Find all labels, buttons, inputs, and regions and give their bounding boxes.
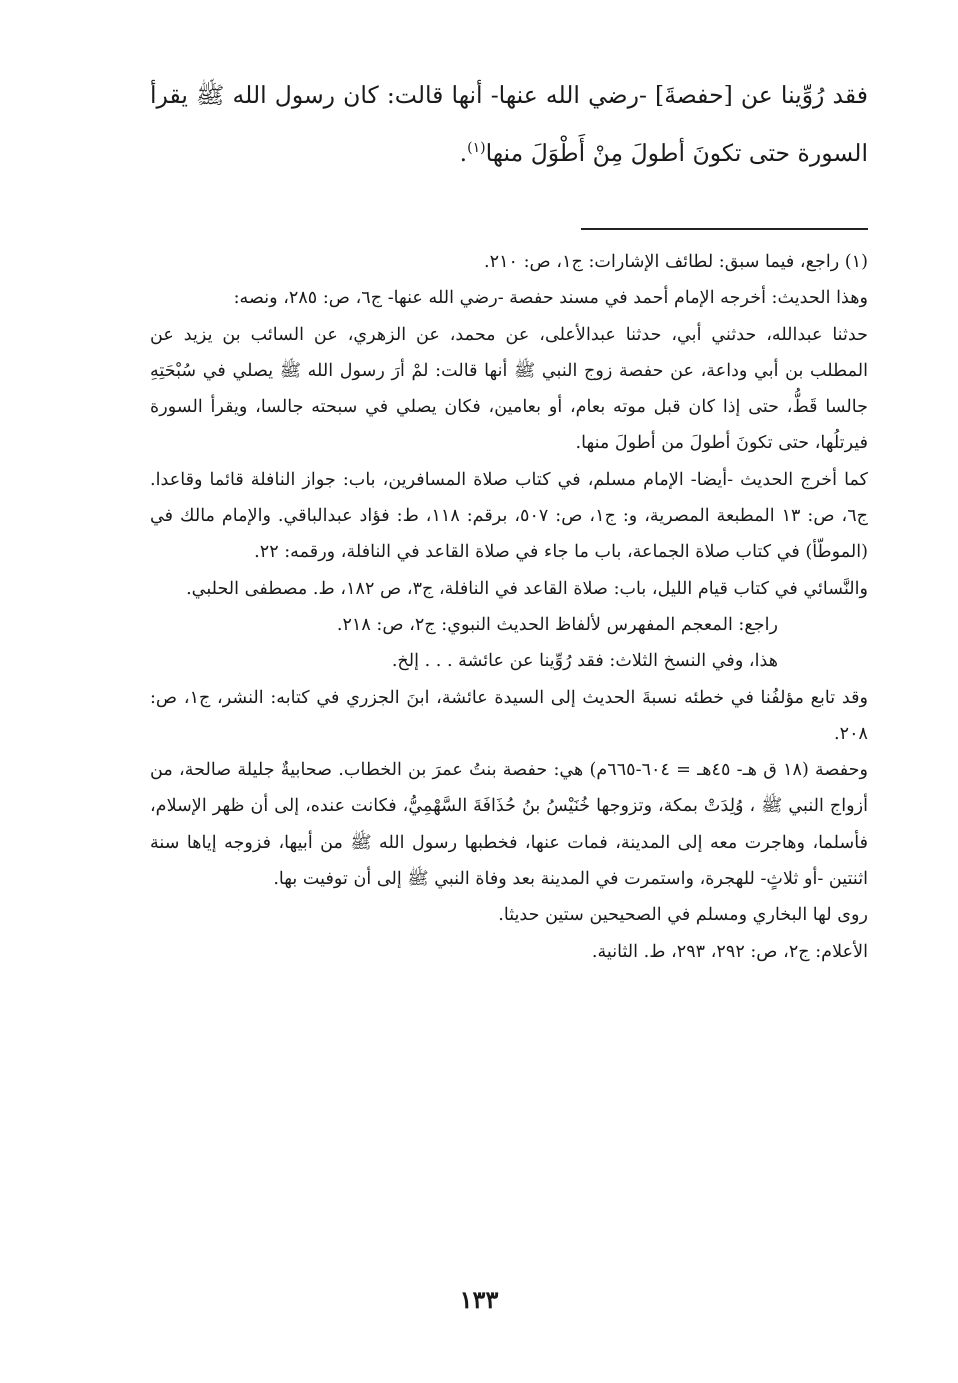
page-body: [150, 66, 868, 970]
footnote-reference: (١): [467, 140, 486, 157]
page-number: ١٣٣: [459, 1285, 499, 1314]
main-text: [150, 66, 868, 182]
main-paragraph-text: فقد رُوِّينا عن [حفصةَ] -رضي الله عنها- أنها قالت: كان رسول الله ﷺ يقرأ السورة حتى تكونَ أطولَ مِنْ أَطْوَلَ منها: [150, 81, 868, 167]
footnote-line: وحفصة (١٨ ق هـ- ٤٥هـ = ٦٠٤-٦٦٥م) هي: حفصة بنتُ عمرَ بن الخطاب. صحابيةٌ جليلة صالحة، من أزواج النبي ﷺ ، وُلِدَتْ بمكة، وتزوجها خُنَيْسُ بنُ حُذَافَةَ السَّهْمِيُّ، فكانت عنده، إلى أن ظهر الإسلام، فأسلما، وهاجرت معه إلى المدينة، فمات عنها، فخطبها رسول الله ﷺ من أبيها، فزوجه إياها سنة اثنتين -أو ثلاثٍ- للهجرة، واستمرت في المدينة بعد وفاة النبي ﷺ إلى أن توفيت بها.: [150, 760, 868, 890]
footnote-line: (١) راجع، فيما سبق: لطائف الإشارات: ج١، ص: ٢١٠.: [484, 252, 868, 272]
footnotes: [150, 244, 868, 970]
footnote-line: راجع: المعجم المفهرس لألفاظ الحديث النبوي: ج٢، ص: ٢١٨.: [336, 614, 778, 635]
footnote-line: حدثنا عبدالله، حدثني أبي، حدثنا عبدالأعلى، عن محمد، عن الزهري، عن السائب بن يزيد عن المطلب بن أبي وداعة، عن حفصة زوج النبي ﷺ أنها قالت: لمْ أرَ رسول الله ﷺ يصلي في سُبْحَتِهِ جالسا قَطُّ، حتى إذا كان قبل موته بعام، أو بعامين، فكان يصلي في سبحته جالسا، ويقرأ السورة فيرتلُها، حتى تكونَ أطولَ من أطولَ منها.: [150, 324, 868, 454]
footnote-line: والنَّسائي في كتاب قيام الليل، باب: صلاة القاعد في النافلة، ج٣، ص ١٨٢، ط. مصطفى الحلبي.: [186, 578, 868, 599]
footnote-line: كما أخرج الحديث -أيضا- الإمام مسلم، في كتاب صلاة المسافرين، باب: جواز النافلة قائما وقاعدا. ج٦، ص: ١٣ المطبعة المصرية، و: ج١، ص: ٥٠٧، برقم: ١١٨، ط: فؤاد عبدالباقي. والإمام مالك في (الموطّأ) في كتاب صلاة الجماعة، باب ما جاء في صلاة القاعد في النافلة، ورقمه: ٢٢.: [150, 469, 869, 563]
footnote-line: هذا، وفي النسخ الثلاث: فقد رُوِّينا عن عائشة . . . إلخ.: [391, 651, 778, 672]
footnote-line: وقد تابع مؤلفُنا في خطئه نسبةَ الحديث إلى السيدة عائشة، ابنَ الجزري في كتابه: النشر، ج١، ص: ٢٠٨.: [150, 687, 868, 744]
footnote-line: روى لها البخاري ومسلم في الصحيحين ستين حديثا.: [498, 905, 868, 926]
main-paragraph: فقد رُوِّينا عن [حفصةَ] -رضي الله عنها- أنها قالت: كان رسول الله ﷺ يقرأ السورة حتى تكونَ أطولَ مِنْ أَطْوَلَ منها$^{(١)}$.: [150, 81, 868, 167]
footnote-line: وهذا الحديث: أخرجه الإمام أحمد في مسند حفصة -رضي الله عنها- ج٦، ص: ٢٨٥، ونصه:: [233, 288, 868, 309]
footnote-line: الأعلام: ج٢، ص: ٢٩٢، ٢٩٣، ط. الثانية.: [591, 941, 868, 962]
footnote-separator: [581, 228, 868, 230]
